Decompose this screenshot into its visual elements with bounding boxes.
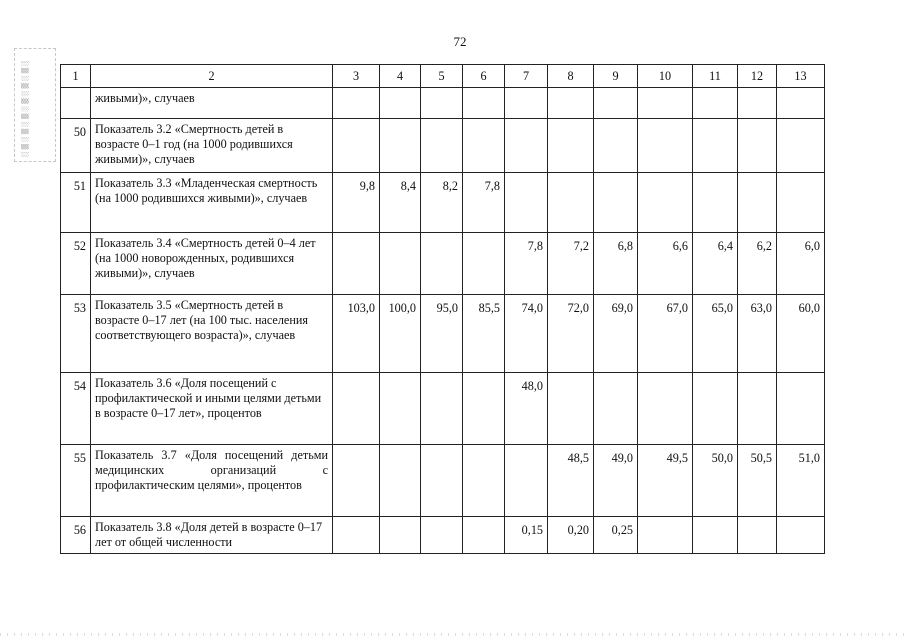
registration-stamp	[14, 48, 56, 162]
value-cell	[594, 88, 638, 119]
value-cell	[505, 119, 548, 173]
value-cell	[777, 373, 825, 445]
value-cell: 95,0	[421, 295, 463, 373]
value-cell	[638, 88, 693, 119]
value-cell	[463, 233, 505, 295]
value-cell: 50,5	[738, 445, 777, 517]
row-number: 52	[61, 233, 91, 295]
table-row	[61, 119, 825, 173]
value-cell	[693, 88, 738, 119]
value-cell	[333, 373, 380, 445]
value-cell	[505, 88, 548, 119]
value-cell: 6,8	[594, 233, 638, 295]
value-cell	[777, 88, 825, 119]
header-cell: 5	[421, 65, 463, 88]
header-cell: 8	[548, 65, 594, 88]
value-cell: 48,0	[505, 373, 548, 445]
value-cell	[421, 119, 463, 173]
value-cell	[463, 517, 505, 554]
value-cell: 60,0	[777, 295, 825, 373]
value-cell: 8,2	[421, 173, 463, 233]
value-cell	[421, 233, 463, 295]
value-cell	[638, 119, 693, 173]
value-cell	[693, 173, 738, 233]
table-row	[61, 373, 825, 445]
value-cell: 49,0	[594, 445, 638, 517]
value-cell: 8,4	[380, 173, 421, 233]
table-row	[61, 173, 825, 233]
value-cell: 0,20	[548, 517, 594, 554]
indicator-description: Показатель 3.4 «Смертность детей 0–4 лет (на 1000 новорожденных, родившихся живыми)», случаев	[91, 233, 333, 295]
value-cell	[594, 119, 638, 173]
stamp-text: ░ ▒ ░ ▒ ░ ▒ ░ ▒ ░ ▒ ░ ▒ ░	[21, 60, 29, 157]
indicator-description: Показатель 3.5 «Смертность детей в возрасте 0–17 лет (на 100 тыс. населения соответствующего возраста)», случаев	[91, 295, 333, 373]
value-cell	[333, 517, 380, 554]
value-cell	[505, 173, 548, 233]
value-cell	[463, 445, 505, 517]
value-cell	[738, 119, 777, 173]
value-cell	[693, 119, 738, 173]
header-cell: 9	[594, 65, 638, 88]
value-cell	[333, 119, 380, 173]
value-cell	[380, 88, 421, 119]
value-cell: 7,8	[463, 173, 505, 233]
value-cell: 63,0	[738, 295, 777, 373]
header-cell: 6	[463, 65, 505, 88]
header-cell: 7	[505, 65, 548, 88]
indicator-description: живыми)», случаев	[91, 88, 333, 119]
value-cell: 103,0	[333, 295, 380, 373]
value-cell	[638, 517, 693, 554]
value-cell	[505, 445, 548, 517]
value-cell: 0,25	[594, 517, 638, 554]
value-cell	[380, 373, 421, 445]
value-cell	[638, 373, 693, 445]
value-cell	[693, 373, 738, 445]
row-number: 50	[61, 119, 91, 173]
value-cell: 6,6	[638, 233, 693, 295]
value-cell	[738, 88, 777, 119]
indicators-table	[60, 64, 825, 554]
value-cell: 7,2	[548, 233, 594, 295]
value-cell: 48,5	[548, 445, 594, 517]
row-number: 55	[61, 445, 91, 517]
value-cell	[638, 173, 693, 233]
header-cell: 3	[333, 65, 380, 88]
value-cell	[421, 373, 463, 445]
table-row	[61, 517, 825, 554]
header-cell: 12	[738, 65, 777, 88]
value-cell	[548, 119, 594, 173]
value-cell	[380, 233, 421, 295]
value-cell: 49,5	[638, 445, 693, 517]
row-number: 53	[61, 295, 91, 373]
value-cell	[548, 373, 594, 445]
value-cell: 72,0	[548, 295, 594, 373]
scan-edge-noise	[0, 633, 905, 636]
indicator-description: Показатель 3.2 «Смертность детей в возрасте 0–1 год (на 1000 родившихся живыми)», случаев	[91, 119, 333, 173]
table-header-row	[61, 65, 825, 88]
value-cell	[738, 373, 777, 445]
value-cell: 6,2	[738, 233, 777, 295]
value-cell	[380, 445, 421, 517]
table-row	[61, 445, 825, 517]
value-cell	[738, 517, 777, 554]
row-number: 56	[61, 517, 91, 554]
row-number: 51	[61, 173, 91, 233]
value-cell: 67,0	[638, 295, 693, 373]
value-cell	[738, 173, 777, 233]
indicator-description: Показатель 3.3 «Младенческая смертность (на 1000 родившихся живыми)», случаев	[91, 173, 333, 233]
value-cell: 6,0	[777, 233, 825, 295]
value-cell	[693, 517, 738, 554]
value-cell	[463, 119, 505, 173]
value-cell: 6,4	[693, 233, 738, 295]
page-number: 72	[453, 34, 467, 49]
value-cell	[333, 445, 380, 517]
value-cell	[463, 88, 505, 119]
header-cell: 1	[61, 65, 91, 88]
table-row	[61, 233, 825, 295]
value-cell: 100,0	[380, 295, 421, 373]
value-cell: 74,0	[505, 295, 548, 373]
row-number: 54	[61, 373, 91, 445]
value-cell: 50,0	[693, 445, 738, 517]
value-cell	[380, 517, 421, 554]
value-cell	[548, 88, 594, 119]
value-cell	[333, 233, 380, 295]
indicator-description: Показатель 3.8 «Доля детей в возрасте 0–17 лет от общей численности	[91, 517, 333, 554]
value-cell	[594, 173, 638, 233]
header-cell: 13	[777, 65, 825, 88]
value-cell	[421, 88, 463, 119]
indicator-description: Показатель 3.6 «Доля посещений с профилактической и иными целями детьми в возрасте 0–17 лет», процентов	[91, 373, 333, 445]
value-cell	[333, 88, 380, 119]
indicator-description: Показатель 3.7 «Доля посещений детьми медицинских организаций с профилактическим целями», процентов	[91, 445, 333, 517]
value-cell	[594, 373, 638, 445]
header-cell: 4	[380, 65, 421, 88]
value-cell: 9,8	[333, 173, 380, 233]
value-cell	[421, 445, 463, 517]
header-cell: 11	[693, 65, 738, 88]
value-cell: 85,5	[463, 295, 505, 373]
header-cell: 2	[91, 65, 333, 88]
value-cell: 69,0	[594, 295, 638, 373]
value-cell	[777, 173, 825, 233]
header-cell: 10	[638, 65, 693, 88]
value-cell: 65,0	[693, 295, 738, 373]
value-cell: 7,8	[505, 233, 548, 295]
value-cell	[463, 373, 505, 445]
value-cell: 51,0	[777, 445, 825, 517]
value-cell	[777, 119, 825, 173]
value-cell	[380, 119, 421, 173]
value-cell: 0,15	[505, 517, 548, 554]
value-cell	[777, 517, 825, 554]
row-number	[61, 88, 91, 119]
value-cell	[421, 517, 463, 554]
table-row	[61, 295, 825, 373]
value-cell	[548, 173, 594, 233]
table-row	[61, 88, 825, 119]
